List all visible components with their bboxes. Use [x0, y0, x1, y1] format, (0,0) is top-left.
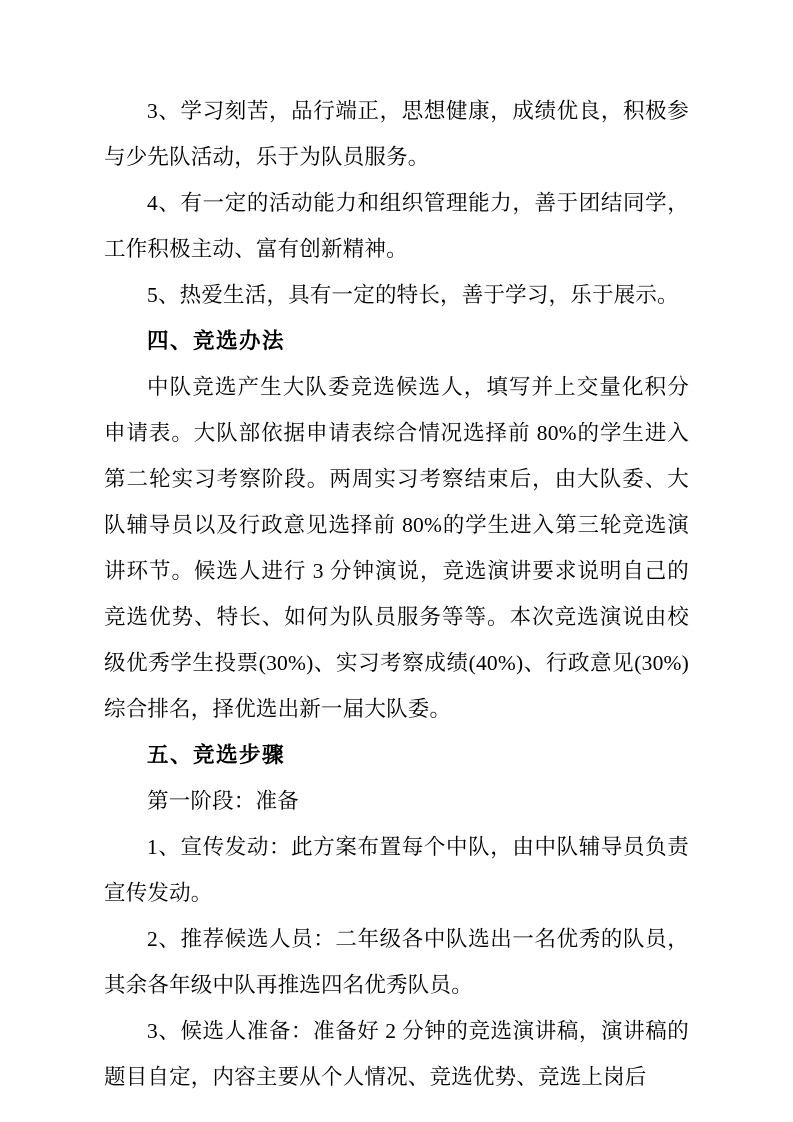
paragraph-item-4-qualification: 4、有一定的活动能力和组织管理能力，善于团结同学，工作积极主动、富有创新精神。 — [104, 191, 689, 261]
paragraph-item-5-qualification: 5、热爱生活，具有一定的特长，善于学习，乐于展示。 — [147, 283, 679, 307]
paragraph-step-3-prepare: 3、候选人准备：准备好 2 分钟的竞选演讲稿，演讲稿的题目自定，内容主要从个人情况、竞选优势、竞选上岗后 — [104, 1019, 689, 1089]
paragraph-item-3-qualification: 3、学习刻苦，品行端正，思想健康，成绩优良，积极参与少先队活动，乐于为队员服务。 — [104, 99, 689, 169]
heading-section-five: 五、竞选步骤 — [147, 743, 286, 767]
heading-section-four: 四、竞选办法 — [147, 329, 286, 353]
paragraph-section-four-content: 中队竞选产生大队委竞选候选人，填写并上交量化积分申请表。大队部依据申请表综合情况选择前 80%的学生进入第二轮实习考察阶段。两周实习考察结束后，由大队委、大队辅导员以及行政意见选择前 80%的学生进入第三轮竞选演讲环节。候选人进行 3 分钟演说，竞选演讲要求说明自己的竞选优势、特长、如何为队员服务等等。本次竞选演说由校级优秀学生投票(30%)、实习考察成绩(40%)、行政意见(30%)综合排名，择优选出新一届大队委。 — [104, 375, 689, 721]
paragraph-step-1-publicity: 1、宣传发动：此方案布置每个中队，由中队辅导员负责宣传发动。 — [104, 835, 689, 905]
paragraph-step-2-recommend: 2、推荐候选人员：二年级各中队选出一名优秀的队员，其余各年级中队再推选四名优秀队员。 — [104, 927, 689, 997]
paragraph-stage-one-label: 第一阶段：准备 — [147, 789, 299, 813]
document-body — [104, 88, 689, 1100]
